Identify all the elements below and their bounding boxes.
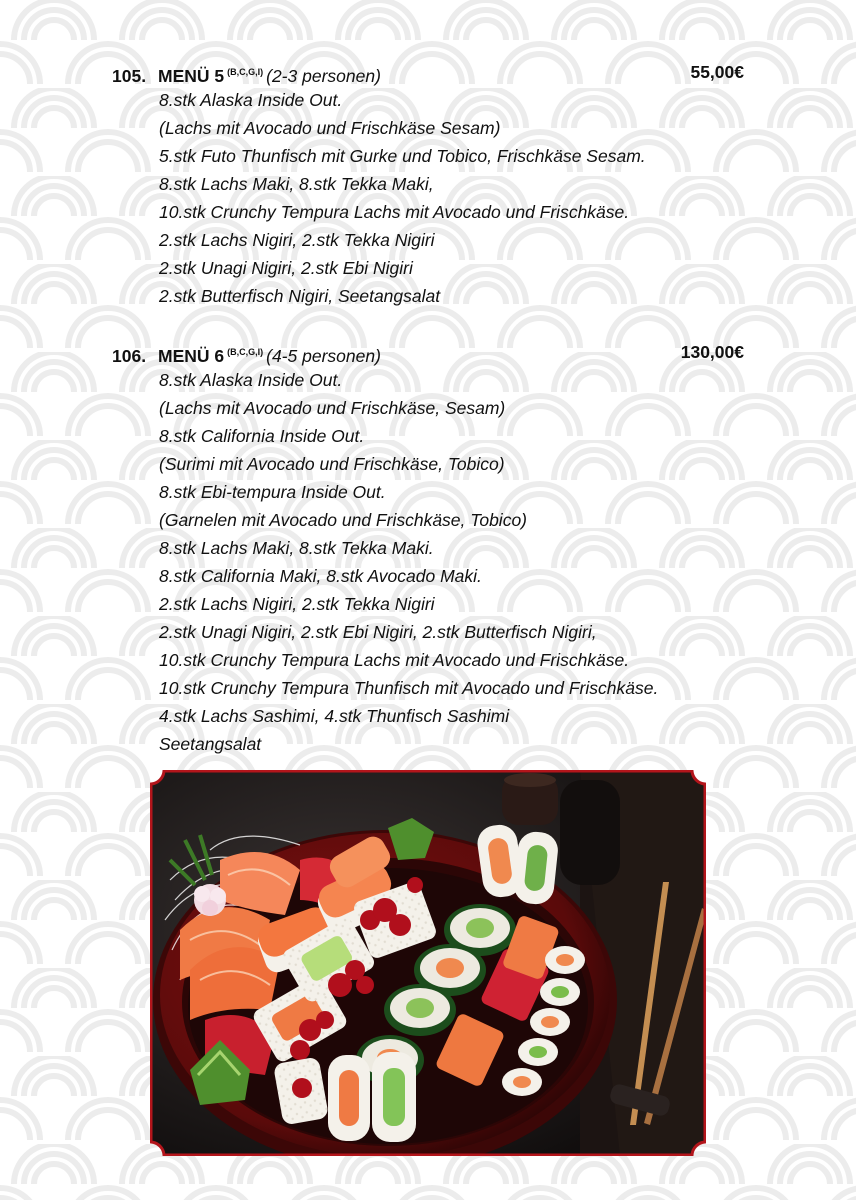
allergen-codes: (B,C,G,I) <box>227 67 264 77</box>
content-line: Seetangsalat <box>159 734 262 754</box>
menu-item-header <box>112 338 752 366</box>
content-line: 10.stk Crunchy Tempura Lachs mit Avocado und Frischkäse. <box>159 650 630 670</box>
content-line: 2.stk Lachs Nigiri, 2.stk Tekka Nigiri <box>159 230 435 250</box>
content-line: 8.stk Lachs Maki, 8.stk Tekka Maki, <box>159 174 434 194</box>
item-number: 105. <box>112 66 147 86</box>
content-line: 10.stk Crunchy Tempura Lachs mit Avocado und Frischkäse. <box>159 202 630 222</box>
item-name: MENÜ 5 <box>158 66 225 86</box>
sushi-platter-photo <box>150 770 706 1156</box>
item-number: 106. <box>112 346 147 366</box>
content-line: (Surimi mit Avocado und Frischkäse, Tobico) <box>159 454 505 474</box>
content-line: (Garnelen mit Avocado und Frischkäse, Tobico) <box>159 510 528 530</box>
content-line: 8.stk California Inside Out. <box>159 426 365 446</box>
item-contents <box>112 366 752 758</box>
content-line: 5.stk Futo Thunfisch mit Gurke und Tobico, Frischkäse Sesam. <box>159 146 646 166</box>
item-price: 55,00€ <box>690 62 744 82</box>
persons-count: (4-5 personen) <box>266 346 381 366</box>
content-line: 8.stk Lachs Maki, 8.stk Tekka Maki. <box>159 538 434 558</box>
item-contents <box>112 86 752 310</box>
content-line: 8.stk Alaska Inside Out. <box>159 370 343 390</box>
content-line: 10.stk Crunchy Tempura Thunfisch mit Avocado und Frischkäse. <box>159 678 659 698</box>
allergen-codes: (B,C,G,I) <box>227 347 264 357</box>
menu-item-header <box>112 58 752 86</box>
menu-item-105 <box>112 58 752 310</box>
content-line: 8.stk California Maki, 8.stk Avocado Maki. <box>159 566 482 586</box>
persons-count: (2-3 personen) <box>266 66 381 86</box>
content-line: 8.stk Ebi-tempura Inside Out. <box>159 482 386 502</box>
menu-item-106 <box>112 338 752 758</box>
content-line: 2.stk Butterfisch Nigiri, Seetangsalat <box>159 286 441 306</box>
content-line: 2.stk Lachs Nigiri, 2.stk Tekka Nigiri <box>159 594 435 614</box>
content-line: 2.stk Unagi Nigiri, 2.stk Ebi Nigiri, 2.stk Butterfisch Nigiri, <box>159 622 597 642</box>
content-line: (Lachs mit Avocado und Frischkäse, Sesam) <box>159 398 506 418</box>
content-line: 4.stk Lachs Sashimi, 4.stk Thunfisch Sashimi <box>159 706 510 726</box>
item-name: MENÜ 6 <box>158 346 225 366</box>
item-price: 130,00€ <box>680 342 744 362</box>
content-line: 8.stk Alaska Inside Out. <box>159 90 343 110</box>
content-line: (Lachs mit Avocado und Frischkäse Sesam) <box>159 118 501 138</box>
content-line: 2.stk Unagi Nigiri, 2.stk Ebi Nigiri <box>159 258 413 278</box>
